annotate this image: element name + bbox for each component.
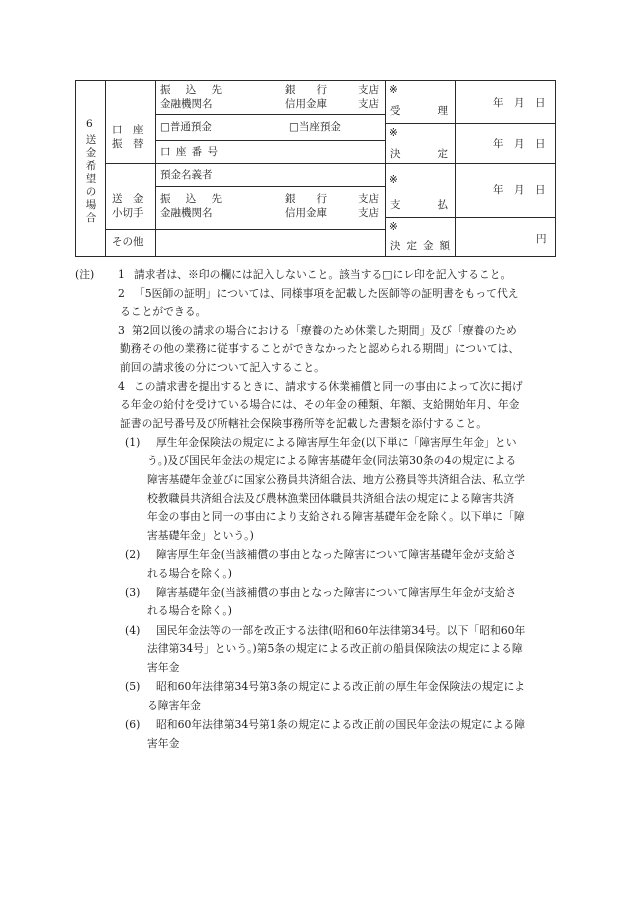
kogitte-label-line1: 送 金 <box>112 193 144 205</box>
section-number: 6 <box>86 118 93 130</box>
koza-bank-label-line2: 金融機関名 <box>160 98 213 110</box>
subnote-1-line1: 厚生年金保険法の規定による障害厚生年金(以下単に「障害厚生年金」とい <box>156 436 517 449</box>
subnote-4-number: (4) <box>125 624 141 637</box>
office-mark-1: ※ <box>389 84 398 96</box>
kogitte-bank-label-line2: 金融機関名 <box>160 207 213 219</box>
koza-bank-type-line1: 銀 行 <box>285 84 327 96</box>
kogitte-branch-line1: 支店 <box>358 193 379 205</box>
subnote-1-line2: う。)及び国民年金法の規定による障害基礎年金(同法第30条の4の規定による <box>147 454 517 467</box>
koza-bank-label-line1: 振 込 先 <box>160 84 222 96</box>
subnote-1-line3: 障害基礎年金並びに国家公務員共済組合法、地方公務員等共済組合法、私立学 <box>147 473 525 486</box>
office-kettei-kingaku-label: 決定金額 <box>390 240 450 252</box>
deposit-toza-checkbox[interactable]: □当座預金 <box>289 121 341 133</box>
note-1-number: 1 <box>118 268 125 281</box>
section-title-vertical: 送金希望の場合 <box>85 134 97 224</box>
subnote-1-number: (1) <box>125 436 141 449</box>
note-1-text: 請求者は、※印の欄には記入しないこと。該当する□にレ印を記入すること。 <box>134 268 512 281</box>
office-shiharai-date: 年 月 日 <box>493 184 546 196</box>
subnote-4-line1: 国民年金法等の一部を改正する法律(昭和60年法律第34号。以下「昭和60年 <box>156 624 526 637</box>
kogitte-branch-line2: 支店 <box>358 207 379 219</box>
office-mark-2: ※ <box>389 127 398 139</box>
office-mark-4: ※ <box>389 221 398 233</box>
note-3-number: 3 <box>118 324 125 337</box>
subnote-1-line6: 害基礎年金」という。) <box>147 529 254 542</box>
kogitte-bank-type-line1: 銀 行 <box>285 193 327 205</box>
subnote-4-line3: 害年金 <box>147 661 180 674</box>
koza-branch-line1: 支店 <box>358 84 379 96</box>
note-2-line2: ることができる。 <box>120 305 207 318</box>
subnote-2-number: (2) <box>125 548 141 561</box>
koza-bank-type-line2: 信用金庫 <box>285 98 327 110</box>
subnote-6-line1: 昭和60年法律第34号第1条の規定による改正前の国民年金法の規定による障 <box>156 718 526 731</box>
note-3-line3: 前回の請求後の分について記入すること。 <box>120 361 325 374</box>
office-kettei-label: 決 定 <box>390 148 448 160</box>
office-mark-3: ※ <box>389 174 398 186</box>
kogitte-bank-label-line1: 振 込 先 <box>160 193 222 205</box>
office-juri-date: 年 月 日 <box>493 97 546 109</box>
office-shiharai-label: 支 払 <box>390 199 448 211</box>
subnote-6-line2: 害年金 <box>147 737 180 750</box>
koza-label-line1: 口 座 <box>112 124 144 136</box>
kogitte-bank-type-line2: 信用金庫 <box>285 207 327 219</box>
account-number-label: 口座番号 <box>160 146 218 158</box>
subnote-5-line1: 昭和60年法律第34号第3条の規定による改正前の厚生年金保険法の規定によ <box>156 680 526 693</box>
note-2-number: 2 <box>118 287 125 300</box>
note-4-line1: この請求書を提出するときに、請求する休業補償と同一の事由によって次に掲げ <box>134 380 523 393</box>
subnote-3-line1: 障害基礎年金(当該補償の事由となった障害について障害厚生年金が支給さ <box>156 586 517 599</box>
office-juri-label: 受 理 <box>390 105 448 117</box>
subnote-2-line2: れる場合を除く。) <box>147 567 232 580</box>
note-3-line1: 第2回以後の請求の場合における「療養のため休業した期間」及び「療養のため <box>132 324 517 337</box>
subnote-3-number: (3) <box>125 586 141 599</box>
note-4-number: 4 <box>118 380 125 393</box>
kogitte-label-line2: 小切手 <box>112 207 144 219</box>
subnote-1-line5: 年金の事由と同一の事由により支給される障害基礎年金を除く。以下単に「障 <box>147 510 525 523</box>
note-4-line2: る年金の給付を受けている場合には、その年金の種類、年額、支給開始年月、年金 <box>120 398 520 411</box>
deposit-futsu-checkbox[interactable]: □普通預金 <box>160 121 212 133</box>
subnote-5-number: (5) <box>125 680 141 693</box>
account-holder-label: 預金名義者 <box>160 169 213 181</box>
office-yen-unit: 円 <box>536 233 547 245</box>
subnote-4-line2: 法律第34号」という。)第5条の規定による改正前の船員保険法の規定による障 <box>147 642 523 655</box>
subnote-1-line4: 校教職員共済組合法及び農林漁業団体職員共済組合法の規定による障害共済 <box>147 492 515 505</box>
subnote-5-line2: る障害年金 <box>147 699 201 712</box>
other-label: その他 <box>112 236 144 248</box>
koza-branch-line2: 支店 <box>358 98 379 110</box>
note-4-line3: 証書の記号番号及び所轄社会保険事務所等を記載した書類を添付すること。 <box>120 417 488 430</box>
subnote-2-line1: 障害厚生年金(当該補償の事由となった障害について障害基礎年金が支給さ <box>156 548 517 561</box>
subnote-3-line2: れる場合を除く。) <box>147 604 232 617</box>
office-kettei-date: 年 月 日 <box>493 138 546 150</box>
koza-label-line2: 振 替 <box>112 138 144 150</box>
subnote-6-number: (6) <box>125 718 141 731</box>
note-2-line1: 「5医師の証明」については、同様事項を記載した医師等の証明書をもって代え <box>134 287 519 300</box>
note-3-line2: 勤務その他の業務に従事することができなかったと認められる期間」については、 <box>120 342 520 355</box>
notes-header: (注) <box>75 268 95 281</box>
